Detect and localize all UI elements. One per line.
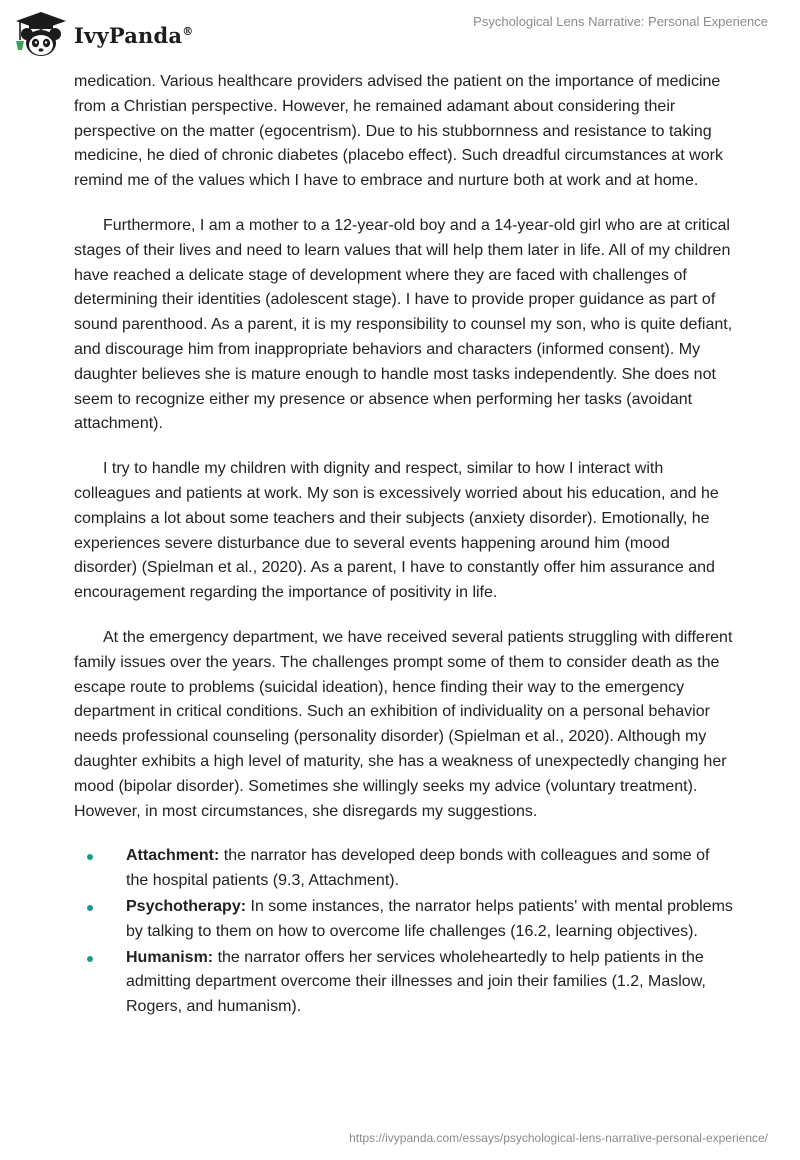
list-item-term: Psychotherapy: [126,897,247,915]
paragraph-continued: medication. Various healthcare providers advised the patient on the importance of medicine from a Christian perspective. However, he remained adamant about considering their perspective on the matter (egocentrism). Due to his stubbornness and resistance to taking medicine, he died of chronic diabetes (placebo effect). Such dreadful circumstances at work remind me of the values which I have to embrace and nurture both at work and at home. [74,73,723,190]
list-item [74,844,734,894]
registered-mark: ® [182,24,194,38]
source-url-link[interactable]: https://ivypanda.com/essays/psychological-lens-narrative-personal-experience/ [349,1131,768,1145]
essay-body [74,70,734,1021]
list-item [74,895,734,945]
list-item-text: the narrator has developed deep bonds with colleagues and some of the hospital patients (9.3, Attachment). [126,847,710,890]
list-item-text: the narrator offers her services wholeheartedly to help patients in the admitting department overcome their illnesses and join their families (1.2, Maslow, Rogers, and humanism). [126,948,706,1016]
list-item-text: In some instances, the narrator helps patients' with mental problems by talking to them on how to overcome life challenges (16.2, learning objectives). [126,897,733,940]
bullet-dot-icon [87,854,93,860]
concepts-list [74,844,734,1020]
paragraph: At the emergency department, we have received several patients struggling with different family issues over the years. The challenges prompt some of them to consider death as the escape route to problems (suicidal ideation), hence finding their way to the emergency department in critical conditions. Such an exhibition of individuality on a personal behavior needs professional counseling (personality disorder) (Spielman et al., 2020). Although my daughter exhibits a high level of maturity, she has a weakness of unexpectedly changing her mood (bipolar disorder). Sometimes she willingly seeks my advice (voluntary treatment). However, in most circumstances, she disregards my suggestions. [74,628,733,820]
ivypanda-logo[interactable] [12,10,193,60]
list-item-term: Attachment: [126,847,220,865]
paragraph: I try to handle my children with dignity and respect, similar to how I interact with colleagues and patients at work. My son is excessively worried about his education, and he complains a lot about some teachers and their subjects (anxiety disorder). Emotionally, he experiences severe disturbance due to several events happening around him (mood disorder) (Spielman et al., 2020). As a parent, I have to constantly offer him assurance and encouragement regarding the importance of positivity in life. [74,460,719,602]
bullet-dot-icon [87,956,93,962]
page-header [0,0,800,70]
panda-graduate-icon [12,10,70,60]
list-item-term: Humanism: [126,948,214,966]
brand-name: IvyPanda® [74,22,194,48]
list-item [74,946,734,1020]
paragraph: Furthermore, I am a mother to a 12-year-old boy and a 14-year-old girl who are at critical stages of their lives and need to learn values that will help them later in life. All of my children have reached a delicate stage of development where they are faced with challenges of determining their identities (adolescent stage). I have to provide proper guidance as part of sound parenthood. As a parent, it is my responsibility to counsel my son, who is quite defiant, and discourage him from inappropriate behaviors and characters (informed consent). My daughter believes she is mature enough to handle most tasks independently. She does not seem to recognize either my presence or absence when performing her tasks (avoidant attachment). [74,216,733,433]
document-title: Psychological Lens Narrative: Personal Experience [473,14,768,29]
bullet-dot-icon [87,905,93,911]
